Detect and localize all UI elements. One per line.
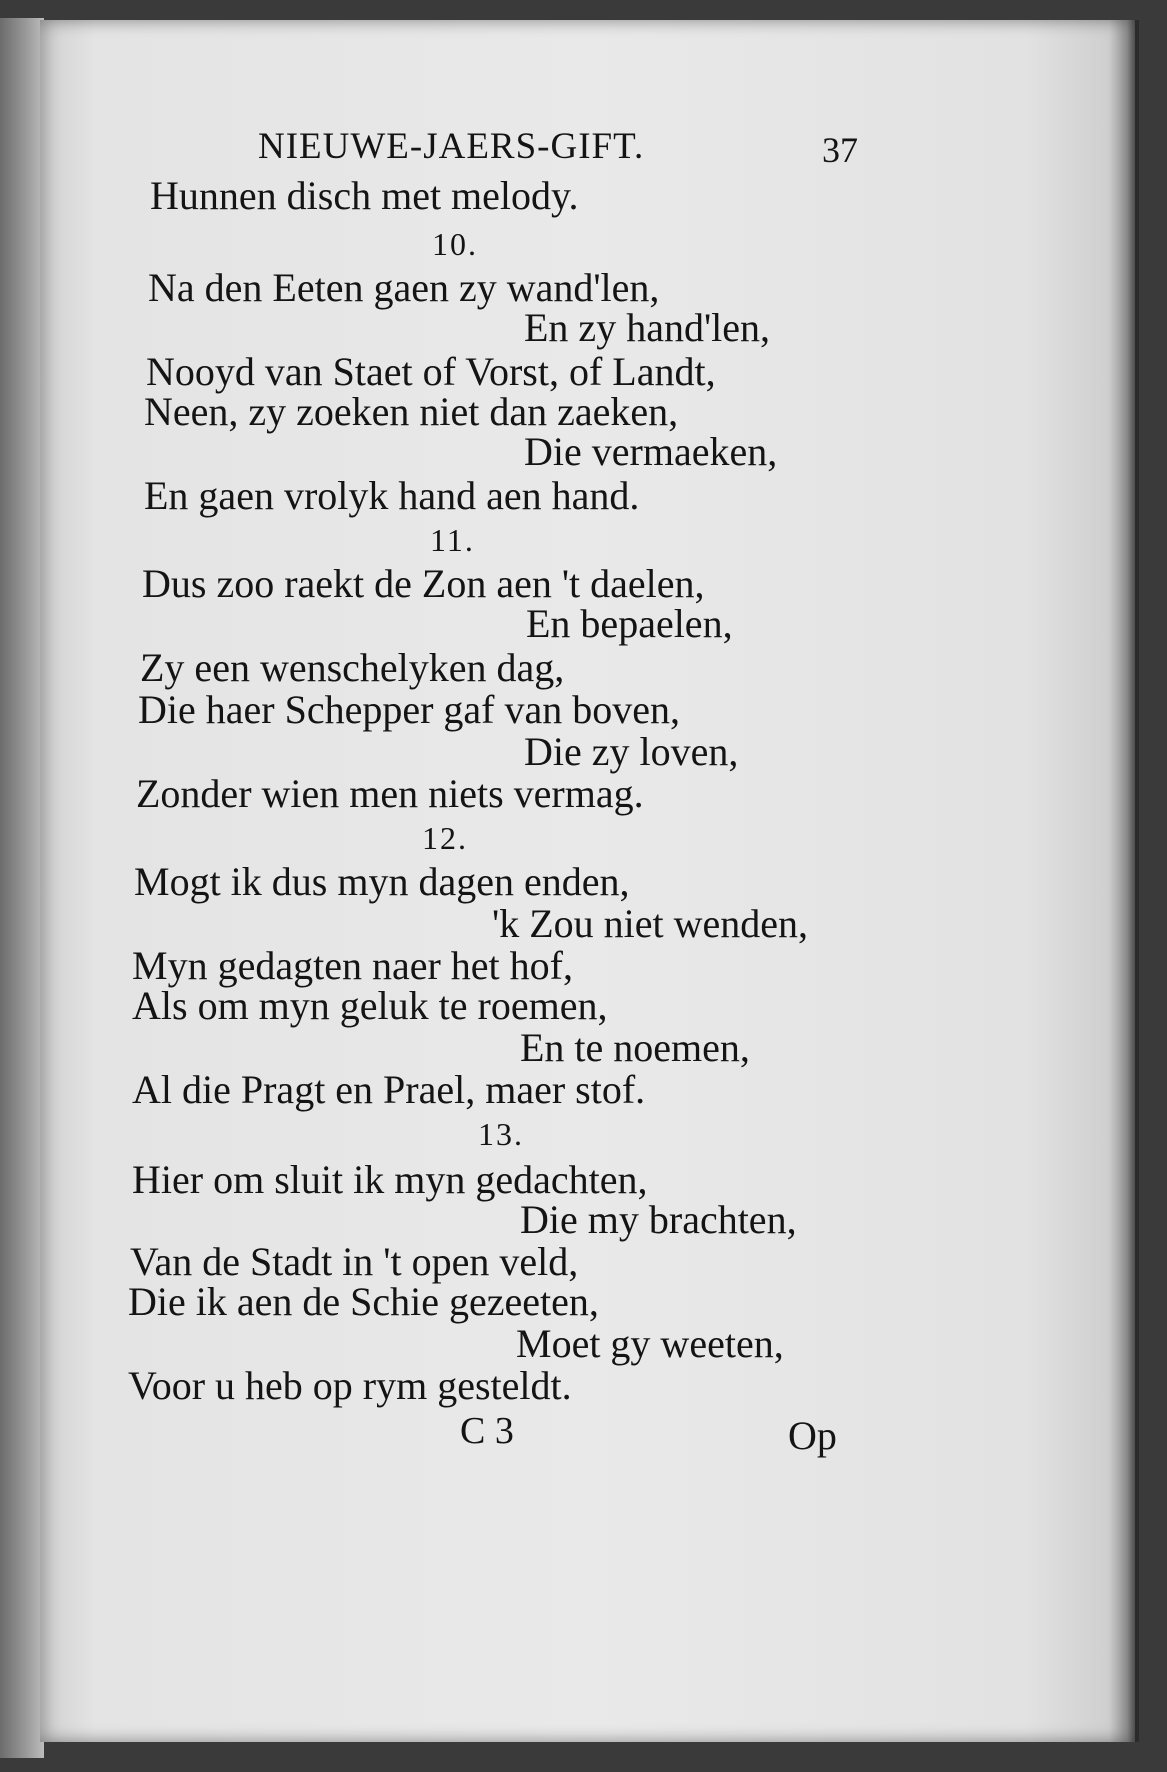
catchword: Op (788, 1413, 837, 1458)
book-page (40, 20, 1139, 1742)
verse-line: Die vermaeken, (524, 429, 778, 474)
verse-line: Zonder wien men niets vermag. (136, 771, 644, 816)
verse-line: Die my brachten, (520, 1197, 797, 1242)
verse-line: En zy hand'len, (524, 305, 771, 350)
stanza-number: 10. (432, 226, 478, 262)
facing-page-edge (0, 18, 44, 1758)
page-number: 37 (822, 130, 858, 170)
verse-line: Mogt ik dus myn dagen enden, (134, 859, 630, 904)
verse-line: Die ik aen de Schie gezeeten, (128, 1279, 599, 1324)
verse-line: Die haer Schepper gaf van boven, (138, 687, 680, 732)
verse-line: Myn gedagten naer het hof, (132, 943, 573, 988)
verse-line: En te noemen, (520, 1025, 750, 1070)
verse-line: En gaen vrolyk hand aen hand. (144, 473, 640, 518)
signature-mark: C 3 (460, 1410, 514, 1452)
opening-line: Hunnen disch met melody. (150, 173, 579, 218)
verse-line: Die zy loven, (524, 729, 739, 774)
verse-line: Van de Stadt in 't open veld, (130, 1239, 579, 1284)
verse-line: Hier om sluit ik myn gedachten, (132, 1157, 648, 1202)
verse-line: Voor u heb op rym gesteldt. (128, 1363, 572, 1408)
verse-line: Zy een wenschelyken dag, (140, 645, 565, 690)
verse-line: Al die Pragt en Prael, maer stof. (132, 1067, 646, 1112)
verse-line: En bepaelen, (526, 601, 733, 646)
verse-line: Dus zoo raekt de Zon aen 't daelen, (142, 561, 705, 606)
verse-line: Nooyd van Staet of Vorst, of Landt, (146, 349, 716, 394)
verse-line: Na den Eeten gaen zy wand'len, (148, 265, 660, 310)
verse-line: Moet gy weeten, (516, 1321, 784, 1366)
running-head: NIEUWE-JAERS-GIFT. (258, 126, 645, 167)
stanza-number: 12. (422, 820, 468, 856)
page-shadow-edge (1109, 20, 1135, 1742)
verse-line: Neen, zy zoeken niet dan zaeken, (144, 389, 679, 434)
verse-line: 'k Zou niet wenden, (492, 901, 809, 946)
verse-line: Als om myn geluk te roemen, (132, 983, 608, 1028)
stanza-number: 13. (478, 1116, 524, 1152)
stanza-number: 11. (430, 522, 475, 558)
